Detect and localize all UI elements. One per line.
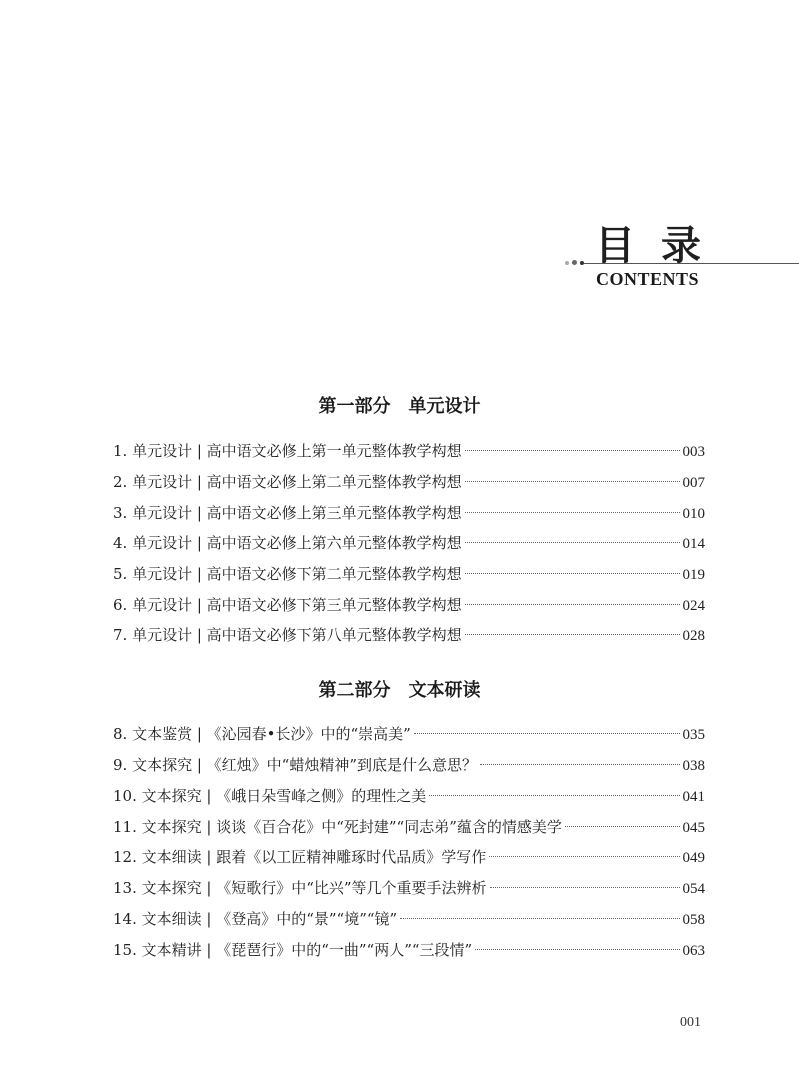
toc-entry-page: 054 [682, 881, 705, 897]
dot-leader [465, 481, 680, 482]
contents-title-block [560, 214, 799, 294]
toc-entry-page: 007 [682, 475, 705, 491]
toc-entry[interactable] [113, 471, 705, 493]
dot-leader [475, 949, 679, 950]
toc-entry-title: 4. 单元设计 | 高中语文必修上第六单元整体教学构想 [113, 534, 462, 552]
dot-leader [429, 795, 679, 796]
title-divider [584, 263, 799, 264]
toc-entry-title: 1. 单元设计 | 高中语文必修上第一单元整体教学构想 [113, 442, 462, 460]
decorative-dots [565, 260, 584, 265]
dot-leader [465, 604, 680, 605]
dot-leader [465, 512, 680, 513]
toc-entry-page: 041 [682, 789, 705, 805]
dot-leader [480, 764, 679, 765]
toc-entry-title: 2. 单元设计 | 高中语文必修上第二单元整体教学构想 [113, 473, 462, 491]
dot-leader [465, 573, 680, 574]
toc-entry-title: 12. 文本细读 | 跟着《以工匠精神雕琢时代品质》学写作 [113, 848, 487, 866]
page-subtitle: CONTENTS [596, 269, 700, 289]
page-title: 目录 [595, 222, 727, 269]
dot-leader [565, 826, 680, 827]
toc-entry[interactable] [113, 440, 705, 462]
dot-leader [465, 634, 680, 635]
dot-leader [465, 450, 680, 451]
toc-entry-page: 045 [682, 820, 705, 836]
dot-icon [565, 261, 569, 265]
toc-entry-title: 6. 单元设计 | 高中语文必修下第三单元整体教学构想 [113, 596, 462, 614]
toc-entry[interactable] [113, 846, 705, 868]
toc-entry[interactable] [113, 563, 705, 585]
toc-entry[interactable] [113, 816, 705, 838]
toc-entry-page: 035 [682, 727, 705, 743]
toc-entry[interactable] [113, 754, 705, 776]
dot-leader [414, 733, 680, 734]
dot-leader [465, 542, 680, 543]
dot-leader [490, 887, 680, 888]
toc-entry[interactable] [113, 594, 705, 616]
toc-entry-page: 038 [682, 758, 705, 774]
toc-entry-title: 7. 单元设计 | 高中语文必修下第八单元整体教学构想 [113, 626, 462, 644]
toc-entry-title: 13. 文本探究 | 《短歌行》中“比兴”等几个重要手法辨析 [113, 879, 487, 897]
dot-leader [489, 856, 679, 857]
toc-entry-title: 10. 文本探究 | 《峨日朵雪峰之侧》的理性之美 [113, 787, 427, 805]
toc-entry[interactable] [113, 939, 705, 961]
toc-entry-title: 5. 单元设计 | 高中语文必修下第二单元整体教学构想 [113, 565, 462, 583]
section-heading-1: 第一部分 单元设计 [318, 396, 481, 417]
toc-entry-page: 010 [682, 506, 705, 522]
toc-entry[interactable] [113, 723, 705, 745]
toc-entry-page: 049 [682, 850, 705, 866]
toc-entry[interactable] [113, 908, 705, 930]
page-number: 001 [680, 1015, 701, 1030]
toc-entry-title: 8. 文本鉴赏 | 《沁园春•长沙》中的“崇高美” [113, 725, 411, 743]
toc-entry-title: 14. 文本细读 | 《登高》中的“景”“境”“镜” [113, 910, 398, 928]
toc-entry-title: 3. 单元设计 | 高中语文必修上第三单元整体教学构想 [113, 504, 462, 522]
dot-icon [572, 260, 577, 265]
toc-entry-title: 9. 文本探究 | 《红烛》中“蜡烛精神”到底是什么意思？ [113, 756, 478, 774]
toc-entry-page: 063 [682, 943, 705, 959]
toc-entry-page: 058 [682, 912, 705, 928]
toc-entry-page: 028 [682, 628, 705, 644]
toc-entry[interactable] [113, 877, 705, 899]
toc-entry-page: 019 [682, 567, 705, 583]
toc-entry[interactable] [113, 502, 705, 524]
toc-entry-page: 014 [682, 536, 705, 552]
toc-entry-title: 11. 文本探究 | 谈谈《百合花》中“死封建”“同志弟”蕴含的情感美学 [113, 818, 562, 836]
section-heading-2: 第二部分 文本研读 [318, 680, 481, 701]
dot-leader [400, 918, 679, 919]
toc-entry[interactable] [113, 785, 705, 807]
toc-entry-page: 003 [682, 444, 705, 460]
toc-entry-title: 15. 文本精讲 | 《琵琶行》中的“一曲”“两人”“三段情” [113, 941, 473, 959]
toc-entry[interactable] [113, 624, 705, 646]
toc-entry[interactable] [113, 532, 705, 554]
toc-entry-page: 024 [682, 598, 705, 614]
